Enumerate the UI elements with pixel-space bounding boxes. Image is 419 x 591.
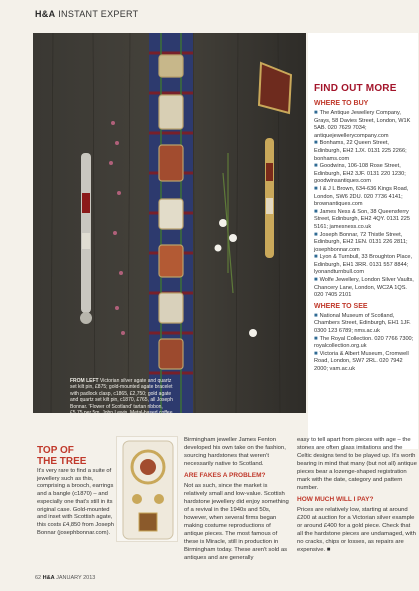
body-column-1 bbox=[184, 436, 290, 562]
page-number: 62 bbox=[35, 575, 42, 581]
buy-item: ■ Goodwins, 106-108 Rose Street, Edinburgh, EH2 3JF. 0131 220 1230; goodwinsantiques.com bbox=[314, 163, 406, 185]
buy-item: ■ James Ness & Son, 38 Queensferry Street, Edinburgh, EH2 4QY. 0131 225 5161; jamesness.co.uk bbox=[314, 208, 410, 230]
buy-list bbox=[314, 110, 414, 300]
buy-item: ■ Lyon & Turnbull, 33 Broughton Place, Edinburgh, EH1 3RR. 0131 557 8844; lyonandturnbull.com bbox=[314, 254, 413, 276]
buy-item: ■ Bonhams, 22 Queen Street, Edinburgh, EH2 1JX. 0131 225 2266; bonhams.com bbox=[314, 140, 407, 162]
find-out-more-panel bbox=[308, 33, 418, 449]
see-list bbox=[314, 313, 414, 374]
silver-kilt-pin bbox=[80, 153, 92, 324]
buy-item: ■ I & J L Brown, 634-636 Kings Road, London, SW6 2DU. 020 7736 4141; brownantiques.com bbox=[314, 185, 409, 208]
fakes-heading: ARE FAKES A PROBLEM? bbox=[184, 472, 266, 479]
where-to-see-heading: WHERE TO SEE bbox=[314, 302, 368, 310]
jewellery-suite-photo bbox=[116, 436, 178, 542]
header-section: INSTANT EXPERT bbox=[58, 9, 139, 19]
top-of-tree-title: TOP OF THE TREE bbox=[37, 445, 87, 467]
column-1-intro: Birmingham jeweller James Fenton developed his own take on the fashion, sourcing hardstones that weren't necessarily native to Scotland. bbox=[184, 437, 286, 467]
jewellery-photo-illustration bbox=[33, 33, 306, 413]
hero-photo bbox=[33, 33, 306, 423]
caption-text: Victorian silver agate and quartz set kilt pin, £875; gold-mounted agate bracelet with padlock clasp, c1865, £2,750; gold agate and quartz set kilt pin, c1870, £765, all Joseph Bonnar. 'Flower of Scotland' tartan ribbon, £5.75 per 5m, John Lewis. Metal-based coffee table, as before bbox=[70, 378, 173, 423]
buy-item: ■ The Antique Jewellery Company, Grays, 58 Davies Street, London, W1K 5AB. 020 7629 7034; antiquejewellerycompany.com bbox=[314, 110, 411, 139]
panel-title: FIND OUT MORE bbox=[314, 83, 397, 94]
jewellery-case-illustration bbox=[117, 437, 179, 543]
where-to-buy-heading: WHERE TO BUY bbox=[314, 100, 369, 107]
price-text: Prices are relatively low, starting at around £200 at auction for a Victorian silver example or around £400 for a gold piece. Check that all the hardstone pieces are undamaged, with no cracks, chips or losses, as repairs are expensive. ■ bbox=[297, 507, 416, 553]
fakes-text: Not as such, since the market is relatively small and low-value. Scottish hardstone jewellery did enjoy something of a revival in the 1940s and 50s, however, when several firms began making costume reproductions of antique pieces. The most famous of these is Miracle, still in production in Birmingham today. These aren't sold as antiques and are generally bbox=[184, 483, 289, 561]
header-brand: H&A bbox=[35, 9, 56, 19]
gold-kilt-pin bbox=[265, 138, 274, 258]
body-column-2 bbox=[297, 436, 417, 554]
see-item: ■ National Museum of Scotland, Chambers Street, Edinburgh, EH1 1JF. 0300 123 6789; nms.ac.uk bbox=[314, 312, 411, 335]
see-item: ■ Victoria & Albert Museum, Cromwell Road, London, SW7 2RL. 020 7942 2000; vam.ac.uk bbox=[314, 350, 409, 372]
column-2-intro: easy to tell apart from pieces with age – the stones are often glass imitations and the Celtic designs tend to be played up. It's worth bearing in mind that many (but not all) antique pieces bear a lozenge-shaped registration mark with the date, category and pattern number. bbox=[297, 437, 417, 491]
page-footer bbox=[35, 575, 95, 581]
footer-brand: H&A bbox=[42, 575, 55, 581]
agate-bracelet bbox=[159, 55, 183, 369]
caption-lead: FROM LEFT bbox=[70, 378, 99, 384]
buy-item: ■ Wolfe Jewellery, London Silver Vaults, Chancery Lane, London, WC2A 1QS. 020 7405 2101 bbox=[314, 277, 414, 299]
top-of-tree-text: It's very rare to find a suite of jewellery such as this, comprising a brooch, earrings and a bangle (c1870) – and especially one that's still in its original case. Gold-mounted and inset with Scottish agate, this costs £4,850 from Joseph Bonnar (josephbonnar.com). bbox=[37, 468, 115, 536]
issue-date: JANUARY 2013 bbox=[56, 575, 96, 581]
see-item: ■ The Royal Collection. 020 7766 7300; royalcollection.org.uk bbox=[314, 335, 414, 350]
photo-caption bbox=[70, 378, 175, 423]
price-heading: HOW MUCH WILL I PAY? bbox=[297, 496, 374, 503]
page-header bbox=[35, 9, 138, 19]
buy-item: ■ Joseph Bonnar, 72 Thistle Street, Edinburgh, EH2 1EN. 0131 226 2811; josephbonnar.com bbox=[314, 231, 408, 253]
